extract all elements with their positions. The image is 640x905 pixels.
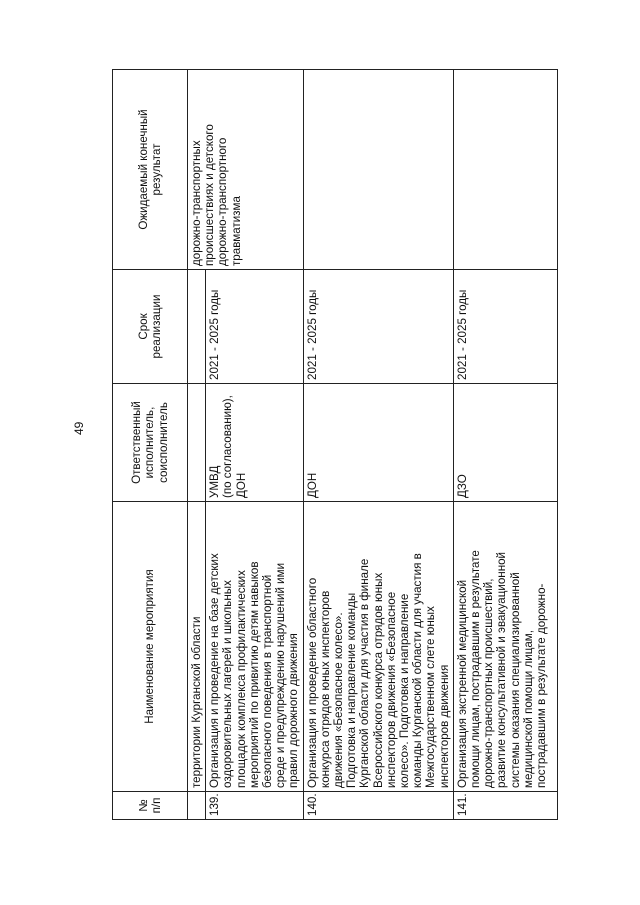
- continuation-name: территории Курганской области: [188, 502, 206, 792]
- row-responsible: ДЗО: [453, 384, 557, 502]
- row-name: Организация и проведение на базе детских оздоровительных лагерей и школьных площадок комплекса профилактических мероприятий по привитию детям навыков безопасного поведения в транспортной среде и предупреждению нарушений ими правил дорожного движения: [206, 502, 303, 792]
- header-result: Ожидаемый конечный результат: [113, 70, 188, 270]
- row-name: Организация экстренной медицинской помощи лицам, пострадавшим в результате дорожно-транспортных происшествий, развитие консультативной и эвакуационной системы оказания специализированной медицинской помощи лицам, пострадавшим в результате дорожно-: [453, 502, 557, 792]
- header-term: Срок реализации: [113, 270, 188, 384]
- table-row: [303, 70, 453, 820]
- row-term: 2021 - 2025 годы: [453, 270, 557, 384]
- row-term: 2021 - 2025 годы: [206, 270, 303, 384]
- header-row: [113, 70, 188, 820]
- header-responsible: Ответственный исполнитель, соисполнитель: [113, 384, 188, 502]
- header-name: Наименование мероприятия: [113, 502, 188, 792]
- header-num: № п/п: [113, 792, 188, 820]
- row-responsible: УМВД (по согласованию), ДОН: [206, 384, 303, 502]
- table-row: [453, 70, 557, 820]
- continuation-row: [188, 70, 206, 820]
- continuation-term: [188, 270, 206, 384]
- row-num: 141.: [453, 792, 557, 820]
- row-result: [303, 70, 453, 270]
- page-number: 49: [72, 421, 86, 435]
- row-num: 140.: [303, 792, 453, 820]
- row-result: [453, 70, 557, 270]
- row-name: Организация и проведение областного конкурса отрядов юных инспекторов движения «Безопасное колесо». Подготовка и направление команды Курганской области для участия в финале Всероссийского конкурса отрядов юных инспекторов движения «Безопасное колесо». Подготовка и направление команды Курганской области для участия в Межгосударственном слете юных инспекторов движения: [303, 502, 453, 792]
- continuation-result: дорожно-транспортных происшествиях и детского дорожно-транспортного травматизма: [188, 70, 304, 270]
- row-term: 2021 - 2025 годы: [303, 270, 453, 384]
- measures-table: [112, 70, 582, 820]
- continuation-responsible: [188, 384, 206, 502]
- row-responsible: ДОН: [303, 384, 453, 502]
- row-num: 139.: [206, 792, 303, 820]
- continuation-num: [188, 792, 206, 820]
